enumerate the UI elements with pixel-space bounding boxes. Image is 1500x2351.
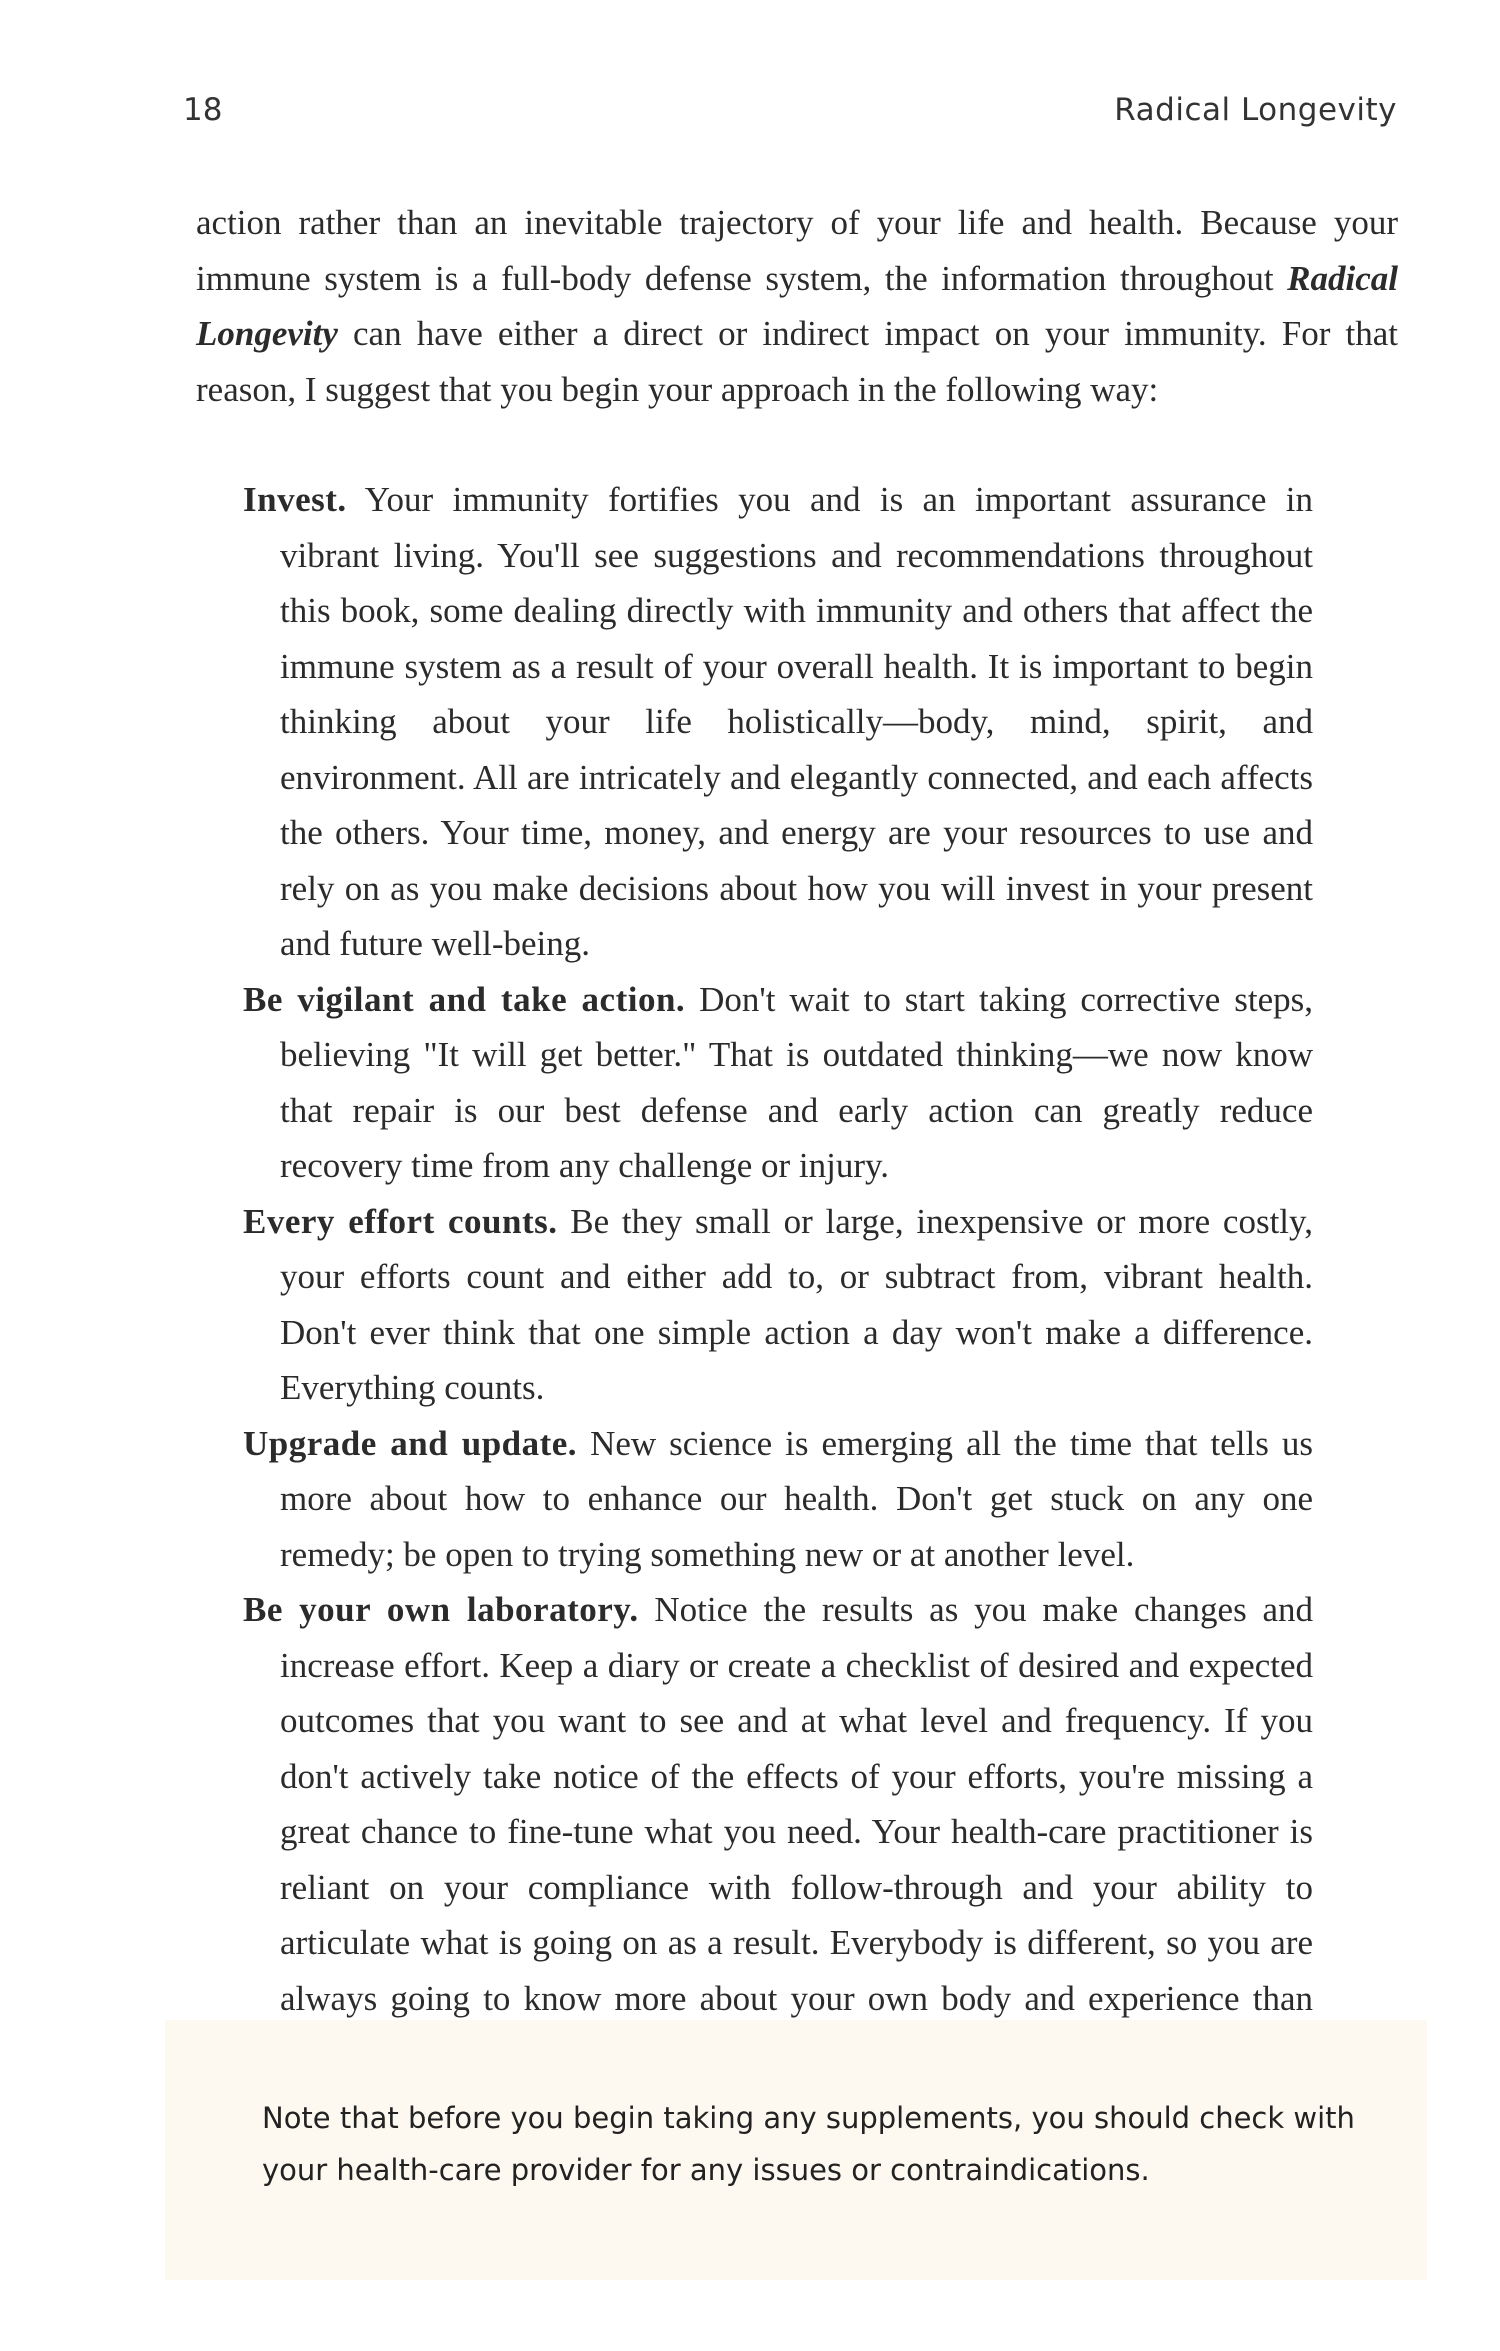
list-item-invest bbox=[243, 472, 1313, 972]
list-item-every-effort bbox=[243, 1194, 1313, 1416]
supplement-note: Note that before you begin taking any supplements, you should check with your health-care provider for any issues or contraindications. bbox=[262, 2101, 1355, 2187]
item-text: Don't wait to start taking corrective steps, believing "It will get better." That is outdated thinking—we now know that repair is our best defense and early action can greatly reduce recovery time from any challenge or injury. bbox=[280, 979, 1314, 1185]
list-item-be-vigilant bbox=[243, 972, 1313, 1194]
intro-text-start: action rather than an inevitable trajectory of your life and health. Because your immune system is a full-body defense system, the information throughout bbox=[196, 203, 1398, 298]
book-title: Radical Longevity bbox=[196, 258, 1398, 353]
item-heading: Be vigilant and take action. bbox=[243, 979, 686, 1019]
list-item-laboratory bbox=[243, 1582, 1313, 2082]
item-text: Be they small or large, inexpensive or more costly, your efforts count and either add to, or subtract from, vibrant health. Don't ever think that one simple action a day won't make a difference. Everything counts. bbox=[280, 1201, 1313, 1407]
intro-text-end: can have either a direct or indirect impact on your immunity. For that reason, I suggest that you begin your approach in the following way: bbox=[196, 314, 1398, 409]
recommendation-list bbox=[243, 472, 1313, 2082]
item-text: New science is emerging all the time that tells us more about how to enhance our health. Don't get stuck on any one remedy; be open to trying something new or at another level. bbox=[280, 1423, 1313, 1574]
item-text: Notice the results as you make changes and increase effort. Keep a diary or create a checklist of desired and expected outcomes that you want to see and at what level and frequency. If you don't actively take notice of the effects of your efforts, you're missing a great chance to fine-tune what you need. Your health-care practitioner is reliant on your compliance with follow-through and your ability to articulate what is going on as a result. Everybody is different, so you are always going to know more about your own body and experience than bbox=[280, 1590, 1314, 2018]
item-heading: Upgrade and update. bbox=[243, 1423, 578, 1463]
page-header bbox=[0, 80, 1500, 130]
item-heading: Be your own laboratory. bbox=[243, 1590, 639, 1629]
list-item-upgrade bbox=[243, 1416, 1313, 1583]
item-text: Your immunity fortifies you and is an important assurance in vibrant living. You'll see suggestions and recommendations throughout this book, some dealing directly with immunity and others that affect the immune system as a result of your overall health. It is important to begin thinking about your life holistically—body, mind, spirit, and environment. All are intricately and elegantly connected, and each affects the others. Your time, money, and energy are your resources to use and rely on as you make decisions about how you will invest in your present and future well-being. bbox=[280, 480, 1313, 963]
item-heading: Invest. bbox=[243, 480, 347, 519]
item-heading: Every effort counts. bbox=[243, 1201, 558, 1241]
page-number: 18 bbox=[183, 92, 223, 128]
running-head: Radical Longevity bbox=[1114, 92, 1397, 128]
intro-paragraph bbox=[196, 195, 1398, 417]
